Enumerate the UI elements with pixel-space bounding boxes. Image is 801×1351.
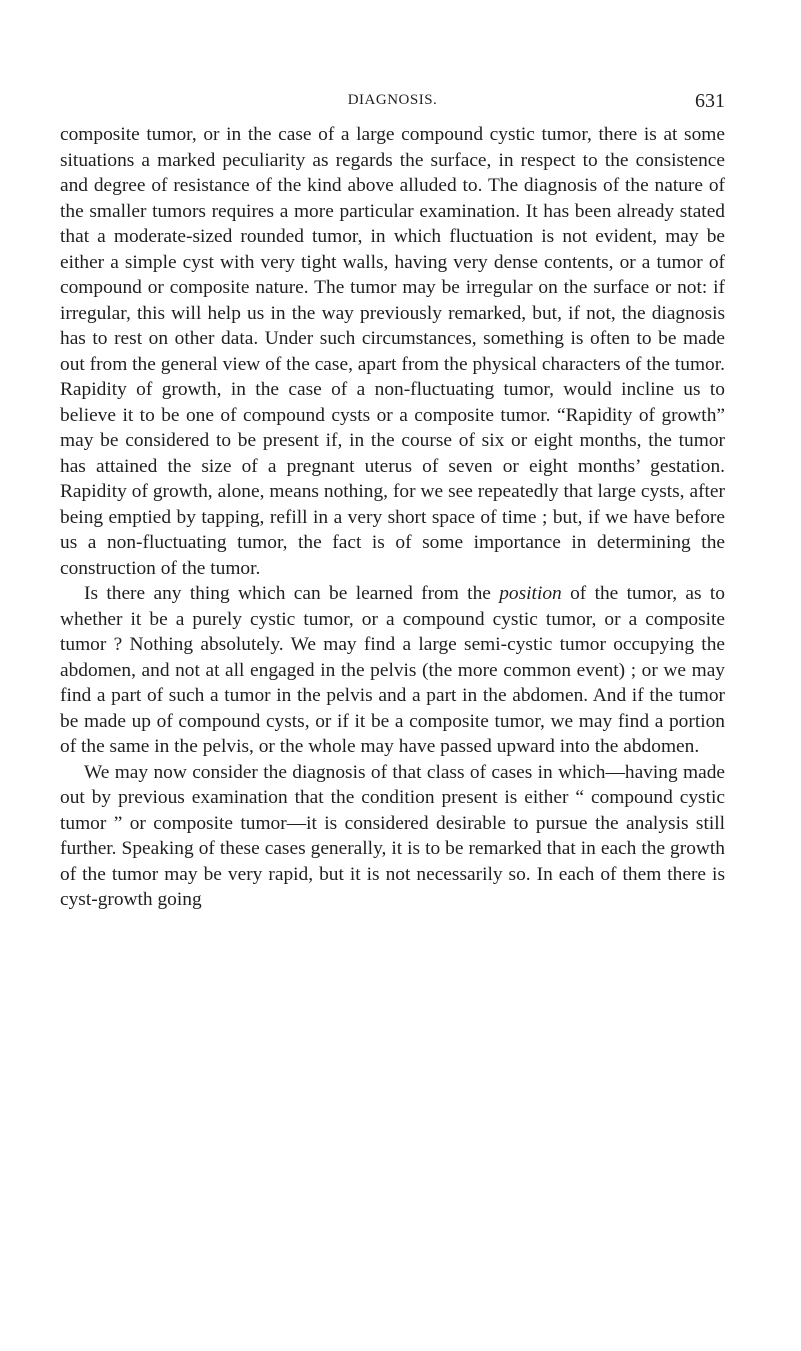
paragraph-text: Is there any thing which can be learned from the (84, 583, 500, 604)
emphasized-word: position (499, 583, 562, 604)
paragraph-text: composite tumor, or in the case of a large compound cystic tumor, there is at some situations a marked peculiarity as regards the surface, in respect to the consistence and degree of resistance of the kind above alluded to. The diagnosis of the nature of the smaller tumors requires a more particular examination. It has been already stated that a moderate-sized rounded tumor, in which fluctuation is not evident, may be either a simple cyst with very tight walls, having very dense contents, or a tumor of compound or composite nature. The tumor may be irregular on the surface or not: if irregular, this will help us in the way previously remarked, but, if not, the diagnosis has to rest on other data. Under such circumstances, something is often to be made out from the general view of the case, apart from the physical characters of the tumor. Rapidity of growth, in the case of a non-fluctuating tumor, would incline us to believe it to be one of compound cysts or a composite tumor. “Rapidity of growth” may be considered to be present if, in the course of six or eight months, the tumor has attained the size of a pregnant uterus of seven or eight months’ gestation. Rapidity of growth, alone, means nothing, for we see repeatedly that large cysts, after being emptied by tapping, refill in a very short space of time ; but, if we have before us a non-fluctuating tumor, the fact is of some importance in determining the construction of the tumor. (60, 124, 725, 579)
paragraph-1 (60, 122, 725, 581)
paragraph-2 (60, 581, 725, 760)
paragraph-text: of the tumor, as to whether it be a purely cystic tumor, or a compound cystic tumor, or a composite tumor ? Nothing absolutely. We may find a large semi-cystic tumor occupying the abdomen, and not at all engaged in the pelvis (the more common event) ; or we may find a part of such a tumor in the pelvis and a part in the abdomen. And if the tumor be made up of compound cysts, or if it be a composite tumor, we may find a portion of the same in the pelvis, or the whole may have passed upward into the abdomen. (60, 583, 725, 757)
body-text (60, 122, 725, 913)
paragraph-3 (60, 760, 725, 913)
running-head: DIAGNOSIS. (347, 92, 438, 108)
page-header (60, 90, 725, 114)
page-number: 631 (695, 90, 725, 112)
paragraph-text: We may now consider the diagnosis of that class of cases in which—having made out by previous examination that the condition present is either “ compound cystic tumor ” or composite tumor—it is considered desirable to pursue the analysis still further. Speaking of these cases generally, it is to be remarked that in each the growth of the tumor may be very rapid, but it is not necessarily so. In each of them there is cyst-growth going (60, 761, 725, 910)
